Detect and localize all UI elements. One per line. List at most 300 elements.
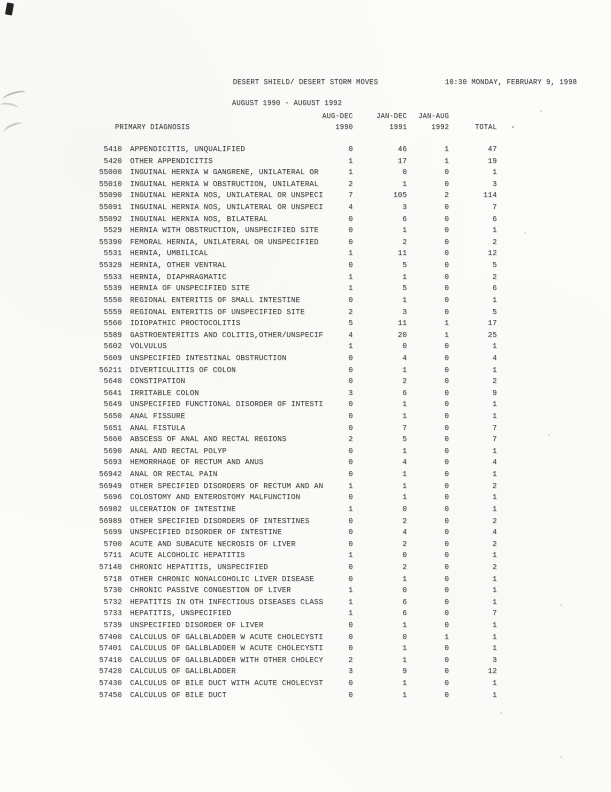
diagnosis-name: ANAL AND RECTAL POLYP xyxy=(130,447,227,456)
diagnosis-name: UNSPECIFIED DISORDER OF INTESTINE xyxy=(130,529,282,538)
table-row xyxy=(84,250,497,262)
diagnosis-name: ANAL FISTULA xyxy=(130,424,186,433)
count-jan-aug-1992: 0 xyxy=(444,552,449,561)
table-row xyxy=(84,378,497,390)
count-total: 2 xyxy=(492,238,497,247)
count-jan-aug-1992: 0 xyxy=(444,413,449,422)
count-jan-aug-1992: 1 xyxy=(444,331,449,340)
table-row xyxy=(84,401,497,413)
diagnosis-code: 5529 xyxy=(103,227,122,236)
count-jan-dec-1991: 17 xyxy=(397,157,407,166)
count-aug-dec-1990: 0 xyxy=(348,645,353,654)
count-total: 4 xyxy=(492,354,497,363)
col-header-period-1991: JAN-DEC xyxy=(376,113,407,121)
diagnosis-name: ANAL FISSURE xyxy=(130,413,186,422)
count-aug-dec-1990: 0 xyxy=(348,424,353,433)
table-row xyxy=(84,192,497,204)
count-jan-aug-1992: 0 xyxy=(444,436,449,445)
table-row xyxy=(84,355,497,367)
table-row xyxy=(84,668,497,680)
table-row xyxy=(84,494,497,506)
count-total: 12 xyxy=(487,250,497,259)
count-jan-aug-1992: 0 xyxy=(444,621,449,630)
count-jan-dec-1991: 9 xyxy=(402,668,407,677)
diagnosis-code: 5730 xyxy=(103,587,122,596)
count-total: 2 xyxy=(492,378,497,387)
count-aug-dec-1990: 0 xyxy=(348,401,353,410)
diagnosis-name: HERNIA, UMBILICAL xyxy=(130,250,209,259)
count-jan-dec-1991: 1 xyxy=(402,471,407,480)
count-total: 5 xyxy=(492,262,497,271)
count-total: 1 xyxy=(492,447,497,456)
count-total: 6 xyxy=(492,215,497,224)
table-row xyxy=(84,436,497,448)
table-row xyxy=(84,564,497,576)
diagnosis-name: OTHER CHRONIC NONALCOHOLIC LIVER DISEASE xyxy=(130,575,315,584)
count-total: 1 xyxy=(492,227,497,236)
count-aug-dec-1990: 0 xyxy=(348,354,353,363)
count-jan-dec-1991: 0 xyxy=(402,505,407,514)
count-aug-dec-1990: 4 xyxy=(348,331,353,340)
count-aug-dec-1990: 0 xyxy=(348,563,353,572)
count-jan-dec-1991: 3 xyxy=(402,308,407,317)
diagnosis-code: 57430 xyxy=(98,680,122,689)
col-header-year-1990: 1990 xyxy=(335,124,353,132)
count-jan-aug-1992: 0 xyxy=(444,610,449,619)
table-row xyxy=(84,146,497,158)
diagnosis-code: 55092 xyxy=(98,215,122,224)
count-jan-aug-1992: 0 xyxy=(444,401,449,410)
scan-speck xyxy=(560,756,562,758)
count-total: 1 xyxy=(492,575,497,584)
diagnosis-code: 56211 xyxy=(98,366,122,375)
count-jan-dec-1991: 1 xyxy=(402,366,407,375)
count-jan-dec-1991: 0 xyxy=(402,587,407,596)
table-row xyxy=(84,448,497,460)
count-jan-dec-1991: 5 xyxy=(402,285,407,294)
scan-artifact-pencil-scribble xyxy=(1,89,26,103)
diagnosis-code: 55091 xyxy=(98,204,122,213)
table-row xyxy=(84,309,497,321)
diagnosis-code: 55010 xyxy=(98,180,122,189)
table-row xyxy=(84,262,497,274)
count-jan-aug-1992: 0 xyxy=(444,262,449,271)
table-row xyxy=(84,587,497,599)
scan-artifact-corner-mark xyxy=(5,2,14,15)
count-total: 1 xyxy=(492,505,497,514)
count-jan-aug-1992: 1 xyxy=(444,146,449,154)
count-jan-aug-1992: 0 xyxy=(444,517,449,526)
diagnosis-code: 5690 xyxy=(103,447,122,456)
diagnosis-name: COLOSTOMY AND ENTEROSTOMY MALFUNCTION xyxy=(130,494,301,503)
count-jan-aug-1992: 0 xyxy=(444,691,449,700)
count-total: 7 xyxy=(492,436,497,445)
diagnosis-name: OTHER SPECIFIED DISORDERS OF RECTUM AND AN xyxy=(130,482,324,491)
count-total: 114 xyxy=(483,192,497,201)
diagnosis-code: 5420 xyxy=(103,157,122,166)
diagnosis-name: HERNIA WITH OBSTRUCTION, UNSPECIFIED SITE xyxy=(130,227,319,236)
count-total: 4 xyxy=(492,529,497,538)
count-jan-dec-1991: 0 xyxy=(402,552,407,561)
diagnosis-name: FEMORAL HERNIA, UNILATERAL OR UNSPECIFIED xyxy=(130,238,319,247)
count-aug-dec-1990: 0 xyxy=(348,262,353,271)
diagnosis-code: 5711 xyxy=(103,552,122,561)
count-jan-dec-1991: 20 xyxy=(397,331,407,340)
table-row xyxy=(84,274,497,286)
count-jan-dec-1991: 1 xyxy=(402,482,407,491)
count-aug-dec-1990: 0 xyxy=(348,227,353,236)
count-jan-dec-1991: 11 xyxy=(397,320,407,329)
scan-speck xyxy=(560,604,562,606)
count-jan-aug-1992: 0 xyxy=(444,180,449,189)
diagnosis-code: 5700 xyxy=(103,540,122,549)
count-jan-dec-1991: 1 xyxy=(402,296,407,305)
count-total: 1 xyxy=(492,621,497,630)
scan-speck xyxy=(512,126,514,128)
col-header-total: TOTAL xyxy=(474,124,497,132)
table-row xyxy=(84,471,497,483)
diagnosis-code: 5660 xyxy=(103,436,122,445)
count-jan-dec-1991: 1 xyxy=(402,680,407,689)
count-aug-dec-1990: 1 xyxy=(348,587,353,596)
table-row xyxy=(84,343,497,355)
diagnosis-name: DIVERTICULITIS OF COLON xyxy=(130,366,236,375)
diagnosis-code: 5693 xyxy=(103,459,122,468)
table-row xyxy=(84,239,497,251)
count-aug-dec-1990: 0 xyxy=(348,529,353,538)
diagnosis-name: CALCULUS OF GALLBLADDER W ACUTE CHOLECYSTI xyxy=(130,633,324,642)
diagnosis-code: 57140 xyxy=(98,563,122,572)
count-jan-dec-1991: 0 xyxy=(402,169,407,178)
count-aug-dec-1990: 2 xyxy=(348,180,353,189)
count-aug-dec-1990: 0 xyxy=(348,517,353,526)
diagnosis-code: 57450 xyxy=(98,691,122,700)
count-aug-dec-1990: 0 xyxy=(348,238,353,247)
count-total: 1 xyxy=(492,169,497,178)
diagnosis-name: CALCULUS OF GALLBLADDER W ACUTE CHOLECYSTI xyxy=(130,645,324,654)
count-total: 1 xyxy=(492,552,497,561)
count-jan-dec-1991: 2 xyxy=(402,238,407,247)
count-jan-dec-1991: 1 xyxy=(402,656,407,665)
count-total: 1 xyxy=(492,366,497,375)
diagnosis-name: IRRITABLE COLON xyxy=(130,389,200,398)
diagnosis-code: 5609 xyxy=(103,354,122,363)
col-header-year-1991: 1991 xyxy=(389,124,407,132)
count-total: 2 xyxy=(492,517,497,526)
diagnosis-code: 56949 xyxy=(98,482,122,491)
diagnosis-name: GASTROENTERITIS AND COLITIS,OTHER/UNSPECIF xyxy=(130,331,324,340)
count-total: 1 xyxy=(492,691,497,700)
diagnosis-table xyxy=(84,146,497,703)
table-row xyxy=(84,576,497,588)
count-aug-dec-1990: 4 xyxy=(348,204,353,213)
diagnosis-code: 5531 xyxy=(103,250,122,259)
diagnosis-code: 57420 xyxy=(98,668,122,677)
count-aug-dec-1990: 0 xyxy=(348,146,353,154)
diagnosis-name: REGIONAL ENTERITIS OF SMALL INTESTINE xyxy=(130,296,301,305)
count-aug-dec-1990: 0 xyxy=(348,413,353,422)
count-jan-aug-1992: 0 xyxy=(444,204,449,213)
diagnosis-code: 5539 xyxy=(103,285,122,294)
count-jan-aug-1992: 2 xyxy=(444,192,449,201)
count-aug-dec-1990: 5 xyxy=(348,320,353,329)
count-jan-dec-1991: 1 xyxy=(402,273,407,282)
count-aug-dec-1990: 0 xyxy=(348,621,353,630)
table-row xyxy=(84,413,497,425)
table-row xyxy=(84,425,497,437)
count-total: 1 xyxy=(492,680,497,689)
count-jan-aug-1992: 1 xyxy=(444,633,449,642)
count-jan-dec-1991: 1 xyxy=(402,180,407,189)
diagnosis-name: ANAL OR RECTAL PAIN xyxy=(130,471,218,480)
table-row xyxy=(84,390,497,402)
table-row xyxy=(84,622,497,634)
count-aug-dec-1990: 0 xyxy=(348,680,353,689)
diagnosis-code: 5602 xyxy=(103,343,122,352)
count-jan-dec-1991: 6 xyxy=(402,389,407,398)
col-header-period-1990: AUG-DEC xyxy=(322,113,353,121)
table-row xyxy=(84,610,497,622)
count-jan-aug-1992: 0 xyxy=(444,343,449,352)
count-jan-aug-1992: 0 xyxy=(444,598,449,607)
diagnosis-name: INGUINAL HERNIA W GANGRENE, UNILATERAL OR xyxy=(130,169,319,178)
count-jan-dec-1991: 5 xyxy=(402,436,407,445)
count-aug-dec-1990: 2 xyxy=(348,436,353,445)
diagnosis-name: INGUINAL HERNIA NOS, UNILATERAL OR UNSPECI xyxy=(130,204,324,213)
count-jan-aug-1992: 0 xyxy=(444,424,449,433)
header-spacer xyxy=(122,113,314,121)
count-total: 2 xyxy=(492,540,497,549)
diagnosis-code: 5560 xyxy=(103,320,122,329)
table-row xyxy=(84,216,497,228)
diagnosis-name: CHRONIC PASSIVE CONGESTION OF LIVER xyxy=(130,587,292,596)
count-jan-aug-1992: 0 xyxy=(444,575,449,584)
diagnosis-code: 5739 xyxy=(103,621,122,630)
diagnosis-code: 55390 xyxy=(98,238,122,247)
diagnosis-name: CHRONIC HEPATITIS, UNSPECIFIED xyxy=(130,563,269,572)
count-total: 9 xyxy=(492,389,497,398)
count-total: 2 xyxy=(492,482,497,491)
diagnosis-code: 5699 xyxy=(103,529,122,538)
table-row xyxy=(84,634,497,646)
count-aug-dec-1990: 1 xyxy=(348,285,353,294)
table-row xyxy=(84,692,497,704)
table-row xyxy=(84,285,497,297)
count-total: 1 xyxy=(492,633,497,642)
diagnosis-code: 5533 xyxy=(103,273,122,282)
count-jan-dec-1991: 2 xyxy=(402,517,407,526)
count-aug-dec-1990: 0 xyxy=(348,459,353,468)
diagnosis-name: ACUTE ALCOHOLIC HEPATITIS xyxy=(130,552,246,561)
table-row xyxy=(84,680,497,692)
diagnosis-name: HEMORRHAGE OF RECTUM AND ANUS xyxy=(130,459,264,468)
diagnosis-name: HERNIA OF UNSPECIFIED SITE xyxy=(130,285,250,294)
count-aug-dec-1990: 0 xyxy=(348,471,353,480)
report-date-range: AUGUST 1990 - AUGUST 1992 xyxy=(232,100,343,108)
count-jan-dec-1991: 6 xyxy=(402,598,407,607)
count-jan-aug-1992: 0 xyxy=(444,447,449,456)
count-total: 5 xyxy=(492,308,497,317)
table-row xyxy=(84,599,497,611)
count-jan-dec-1991: 2 xyxy=(402,563,407,572)
table-row xyxy=(84,169,497,181)
diagnosis-name: ABSCESS OF ANAL AND RECTAL REGIONS xyxy=(130,436,287,445)
count-aug-dec-1990: 7 xyxy=(348,192,353,201)
table-header-period-row xyxy=(84,113,497,121)
count-total: 2 xyxy=(492,273,497,282)
diagnosis-name: CALCULUS OF BILE DUCT xyxy=(130,691,227,700)
table-row xyxy=(84,227,497,239)
count-total: 7 xyxy=(492,204,497,213)
count-jan-dec-1991: 4 xyxy=(402,354,407,363)
count-aug-dec-1990: 0 xyxy=(348,215,353,224)
header-spacer xyxy=(449,113,497,121)
diagnosis-name: UNSPECIFIED FUNCTIONAL DISORDER OF INTESTI xyxy=(130,401,324,410)
table-row xyxy=(84,320,497,332)
count-jan-aug-1992: 0 xyxy=(444,308,449,317)
diagnosis-code: 5640 xyxy=(103,378,122,387)
count-aug-dec-1990: 3 xyxy=(348,668,353,677)
table-row xyxy=(84,518,497,530)
diagnosis-name: ULCERATION OF INTESTINE xyxy=(130,505,236,514)
table-row xyxy=(84,367,497,379)
scan-speck xyxy=(548,434,550,436)
count-jan-dec-1991: 1 xyxy=(402,227,407,236)
diagnosis-name: INGUINAL HERNIA W OBSTRUCTION, UNILATERAL xyxy=(130,180,319,189)
diagnosis-name: HEPATITIS IN OTH INFECTIOUS DISEASES CLASS xyxy=(130,598,324,607)
count-jan-aug-1992: 0 xyxy=(444,494,449,503)
count-jan-aug-1992: 0 xyxy=(444,668,449,677)
scan-artifact-pencil-scribble xyxy=(0,102,18,112)
count-jan-dec-1991: 6 xyxy=(402,215,407,224)
count-jan-aug-1992: 0 xyxy=(444,563,449,572)
count-total: 12 xyxy=(487,668,497,677)
diagnosis-name: CALCULUS OF BILE DUCT WITH ACUTE CHOLECYST xyxy=(130,680,324,689)
count-jan-dec-1991: 46 xyxy=(397,146,407,154)
count-total: 7 xyxy=(492,610,497,619)
table-row xyxy=(84,297,497,309)
count-total: 1 xyxy=(492,401,497,410)
count-total: 3 xyxy=(492,656,497,665)
diagnosis-name: CALCULUS OF GALLBLADDER xyxy=(130,668,236,677)
count-jan-aug-1992: 0 xyxy=(444,238,449,247)
count-jan-dec-1991: 1 xyxy=(402,691,407,700)
table-row xyxy=(84,483,497,495)
count-jan-dec-1991: 1 xyxy=(402,447,407,456)
diagnosis-name: HEPATITIS, UNSPECIFIED xyxy=(130,610,232,619)
count-jan-dec-1991: 4 xyxy=(402,529,407,538)
count-jan-dec-1991: 7 xyxy=(402,424,407,433)
diagnosis-name: HERNIA, OTHER VENTRAL xyxy=(130,262,227,271)
count-total: 17 xyxy=(487,320,497,329)
diagnosis-name: OTHER SPECIFIED DISORDERS OF INTESTINES xyxy=(130,517,310,526)
count-jan-dec-1991: 11 xyxy=(397,250,407,259)
count-jan-dec-1991: 3 xyxy=(402,204,407,213)
count-total: 1 xyxy=(492,343,497,352)
count-jan-dec-1991: 6 xyxy=(402,610,407,619)
count-jan-dec-1991: 105 xyxy=(393,192,407,201)
count-aug-dec-1990: 3 xyxy=(348,389,353,398)
count-aug-dec-1990: 1 xyxy=(348,610,353,619)
count-jan-aug-1992: 0 xyxy=(444,215,449,224)
count-jan-dec-1991: 1 xyxy=(402,413,407,422)
header-spacer xyxy=(84,113,122,121)
diagnosis-name: UNSPECIFIED INTESTINAL OBSTRUCTION xyxy=(130,354,287,363)
diagnosis-code: 5650 xyxy=(103,413,122,422)
count-jan-dec-1991: 4 xyxy=(402,459,407,468)
count-total: 1 xyxy=(492,413,497,422)
diagnosis-code: 57410 xyxy=(98,656,122,665)
count-jan-aug-1992: 0 xyxy=(444,169,449,178)
diagnosis-code: 55090 xyxy=(98,192,122,201)
diagnosis-code: 5550 xyxy=(103,296,122,305)
table-header-year-row xyxy=(84,124,497,132)
diagnosis-name: OTHER APPENDICITIS xyxy=(130,157,213,166)
count-aug-dec-1990: 1 xyxy=(348,482,353,491)
count-jan-dec-1991: 1 xyxy=(402,401,407,410)
count-total: 1 xyxy=(492,471,497,480)
table-row xyxy=(84,459,497,471)
count-jan-dec-1991: 1 xyxy=(402,494,407,503)
count-aug-dec-1990: 0 xyxy=(348,366,353,375)
count-total: 1 xyxy=(492,645,497,654)
count-aug-dec-1990: 0 xyxy=(348,575,353,584)
diagnosis-name: IDIOPATHIC PROCTOCOLITIS xyxy=(130,320,241,329)
count-jan-aug-1992: 0 xyxy=(444,227,449,236)
count-aug-dec-1990: 1 xyxy=(348,598,353,607)
diagnosis-code: 5410 xyxy=(103,146,122,154)
diagnosis-name: CALCULUS OF GALLBLADDER WITH OTHER CHOLECY xyxy=(130,656,324,665)
count-jan-aug-1992: 0 xyxy=(444,645,449,654)
diagnosis-code: 5651 xyxy=(103,424,122,433)
diagnosis-code: 5733 xyxy=(103,610,122,619)
count-total: 19 xyxy=(487,157,497,166)
count-aug-dec-1990: 1 xyxy=(348,552,353,561)
table-row xyxy=(84,645,497,657)
diagnosis-name: UNSPECIFIED DISORDER OF LIVER xyxy=(130,621,264,630)
count-total: 1 xyxy=(492,296,497,305)
count-aug-dec-1990: 1 xyxy=(348,169,353,178)
table-row xyxy=(84,204,497,216)
diagnosis-code: 57401 xyxy=(98,645,122,654)
table-row xyxy=(84,506,497,518)
table-row xyxy=(84,158,497,170)
count-jan-aug-1992: 0 xyxy=(444,273,449,282)
count-jan-aug-1992: 0 xyxy=(444,354,449,363)
count-total: 3 xyxy=(492,180,497,189)
count-aug-dec-1990: 0 xyxy=(348,378,353,387)
diagnosis-code: 56942 xyxy=(98,471,122,480)
count-jan-aug-1992: 1 xyxy=(444,157,449,166)
diagnosis-name: HERNIA, DIAPHRAGMATIC xyxy=(130,273,227,282)
count-jan-aug-1992: 0 xyxy=(444,389,449,398)
diagnosis-code: 55329 xyxy=(98,262,122,271)
count-jan-aug-1992: 0 xyxy=(444,505,449,514)
count-jan-dec-1991: 0 xyxy=(402,633,407,642)
count-total: 1 xyxy=(492,598,497,607)
count-jan-aug-1992: 0 xyxy=(444,366,449,375)
table-row xyxy=(84,552,497,564)
count-jan-aug-1992: 0 xyxy=(444,587,449,596)
count-jan-dec-1991: 0 xyxy=(402,343,407,352)
count-jan-aug-1992: 0 xyxy=(444,656,449,665)
count-aug-dec-1990: 2 xyxy=(348,308,353,317)
count-aug-dec-1990: 0 xyxy=(348,633,353,642)
count-aug-dec-1990: 0 xyxy=(348,296,353,305)
count-aug-dec-1990: 1 xyxy=(348,250,353,259)
count-total: 2 xyxy=(492,563,497,572)
report-timestamp: 10:30 MONDAY, FEBRUARY 9, 1998 xyxy=(444,79,577,87)
